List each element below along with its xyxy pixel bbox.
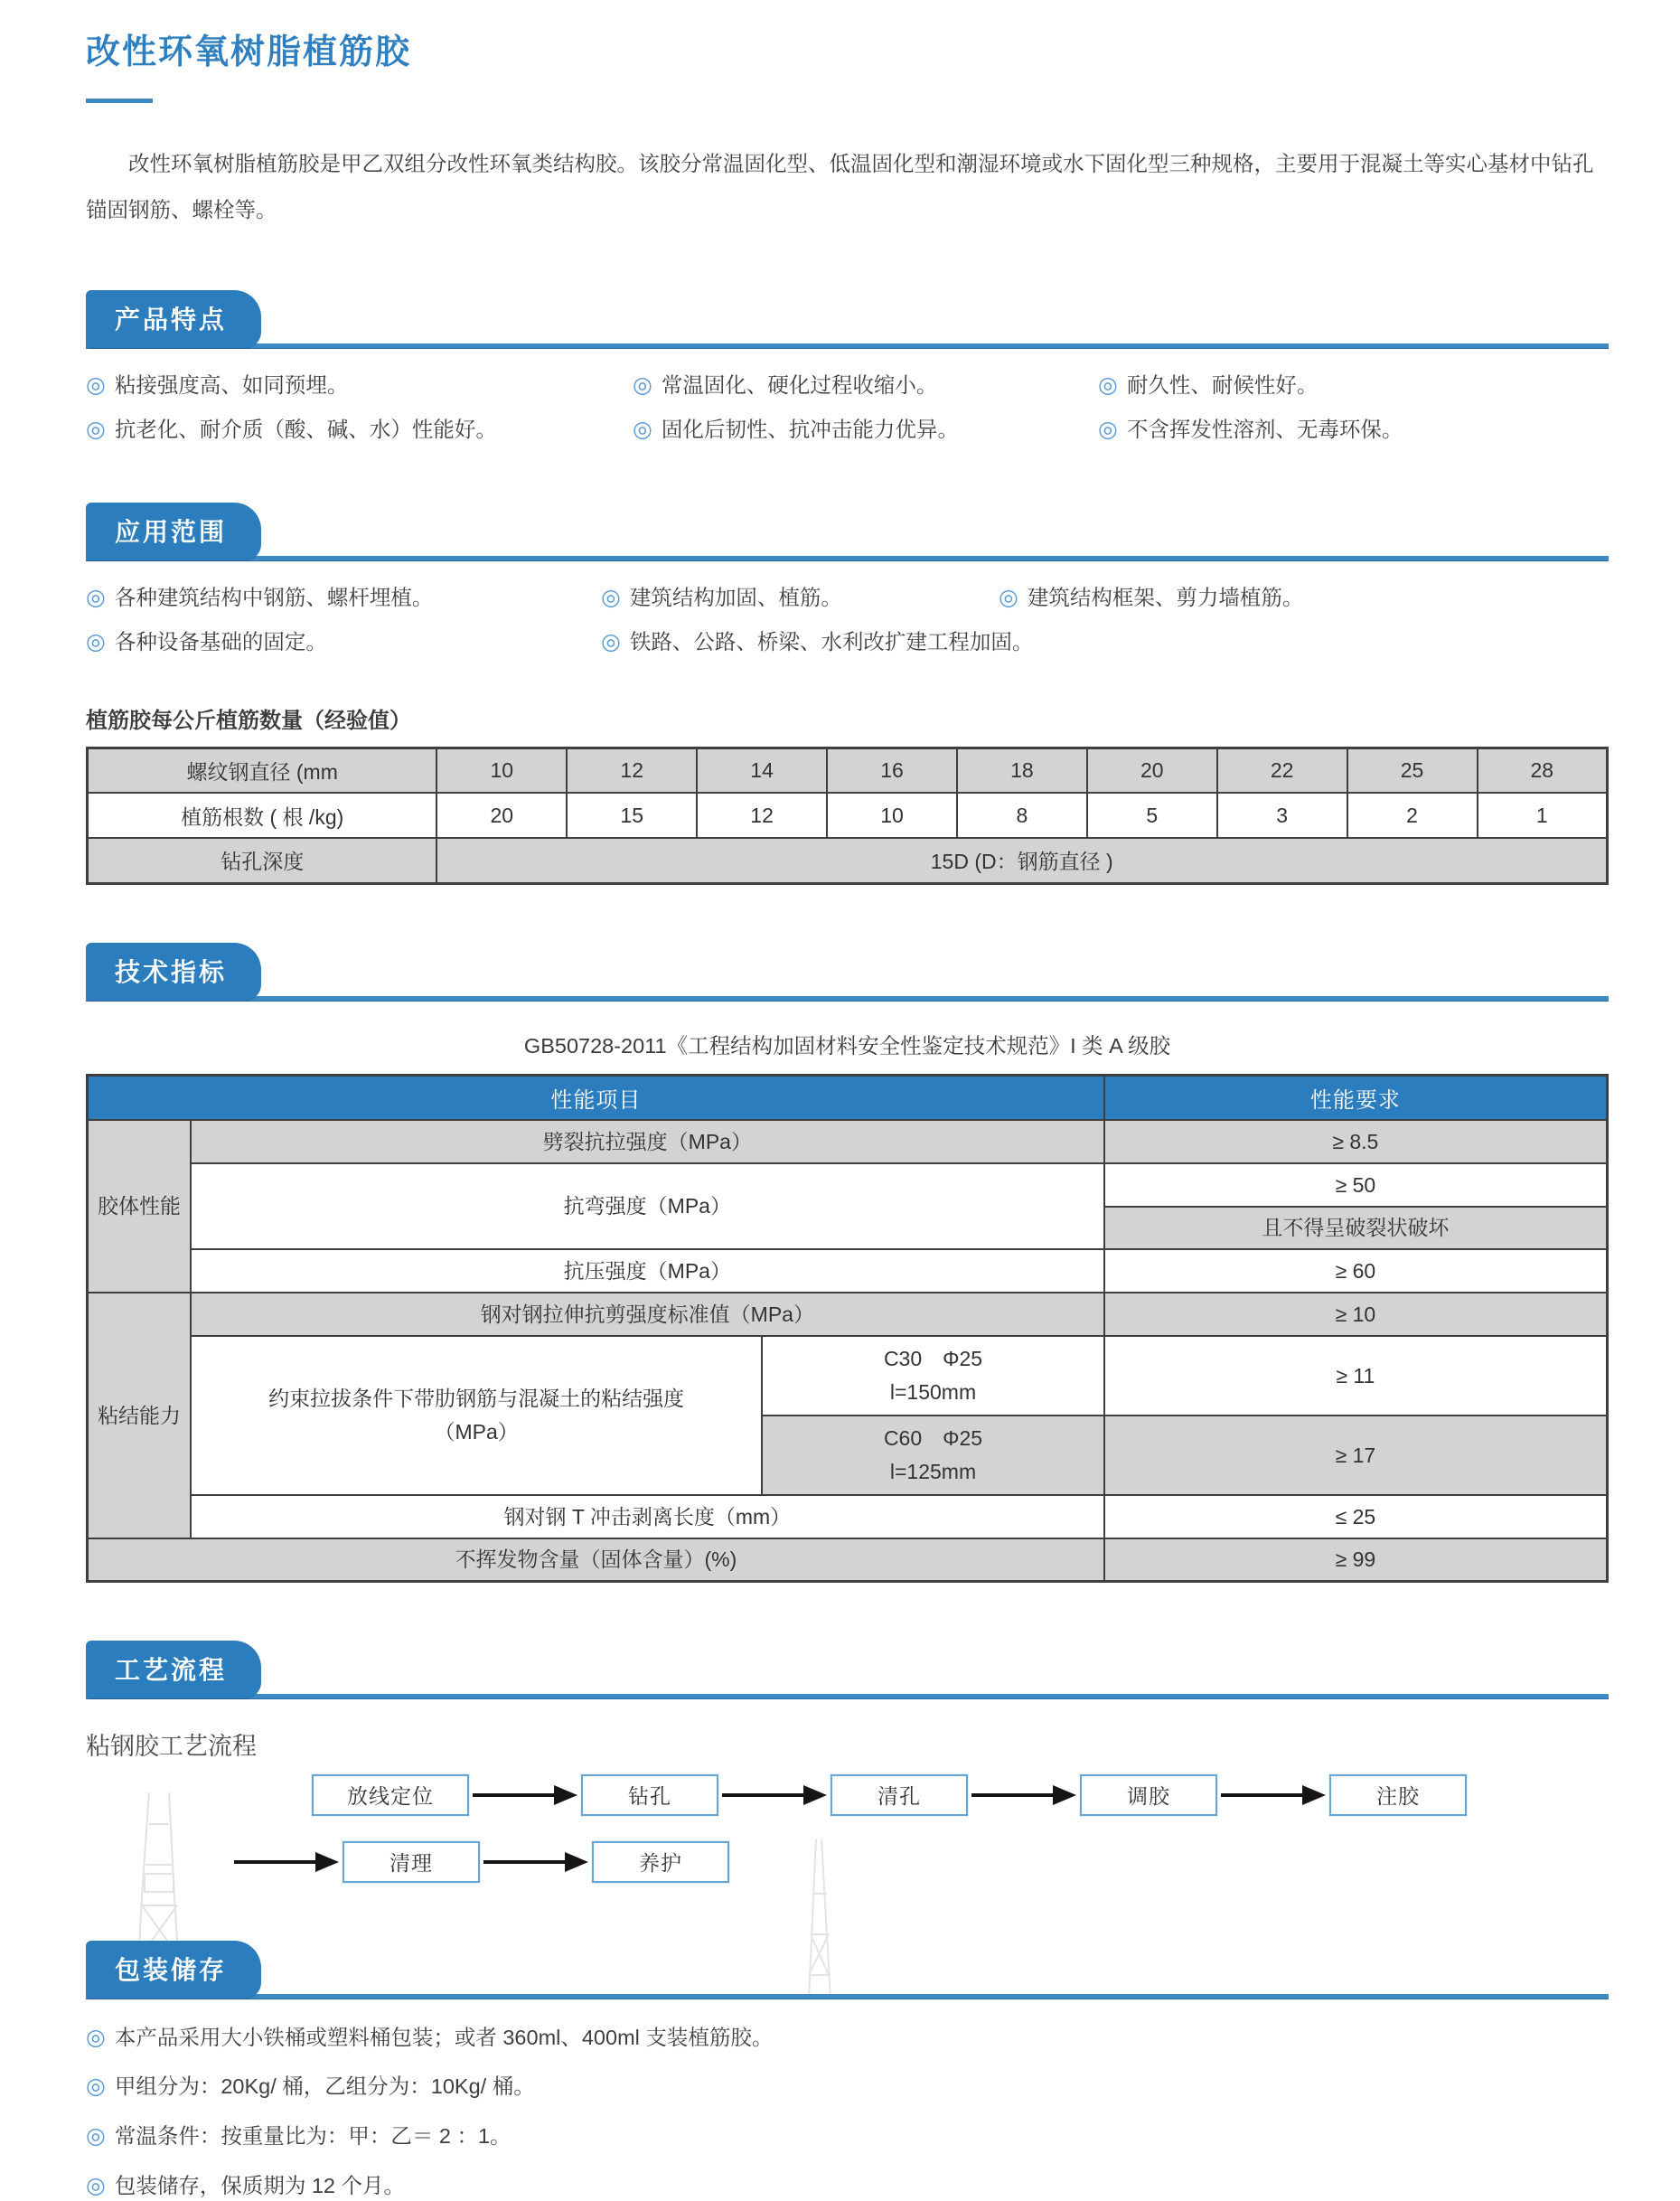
list-item bbox=[86, 583, 601, 613]
property-cell: 劈裂抗拉强度（MPa） bbox=[191, 1120, 1104, 1163]
cell: 22 bbox=[1217, 748, 1347, 793]
flow-step-box: 清孔 bbox=[831, 1774, 968, 1816]
property-cell: 抗压强度（MPa） bbox=[191, 1249, 1104, 1293]
table-header-row bbox=[88, 1075, 1608, 1120]
section-rule bbox=[86, 996, 1609, 1002]
section-header-features bbox=[86, 290, 1609, 349]
list-item bbox=[601, 627, 1033, 657]
requirement-cell: ≥ 10 bbox=[1104, 1293, 1608, 1336]
section-header-tech bbox=[86, 943, 1609, 1002]
flow-arrow-icon bbox=[720, 1783, 829, 1807]
flow-step-box: 调胶 bbox=[1080, 1774, 1217, 1816]
double-circle-bullet-icon: ◎ bbox=[86, 2024, 106, 2050]
feature-text: 不含挥发性溶剂、无毒环保。 bbox=[1126, 417, 1403, 441]
double-circle-bullet-icon: ◎ bbox=[633, 416, 652, 442]
double-circle-bullet-icon: ◎ bbox=[86, 416, 106, 442]
list-item bbox=[86, 2072, 1609, 2102]
rebar-count-table bbox=[86, 747, 1609, 885]
section-header-packaging bbox=[86, 1941, 1609, 1999]
table-row bbox=[88, 793, 1608, 838]
packaging-text: 常温条件：按重量比为：甲：乙＝ 2 ：1。 bbox=[114, 2124, 512, 2149]
cell: 14 bbox=[697, 748, 827, 793]
section-header-process bbox=[86, 1641, 1609, 1699]
process-section-badge: 工艺流程 bbox=[86, 1641, 261, 1698]
packaging-section-badge: 包装储存 bbox=[86, 1941, 261, 1999]
double-circle-bullet-icon: ◎ bbox=[1098, 416, 1118, 442]
flow-arrow-icon bbox=[482, 1850, 590, 1874]
features-row bbox=[86, 415, 1609, 445]
list-item bbox=[1098, 415, 1403, 445]
tech-section-badge: 技术指标 bbox=[86, 943, 261, 1001]
cell: 12 bbox=[697, 793, 827, 838]
application-text: 铁路、公路、桥梁、水利改扩建工程加固。 bbox=[629, 629, 1034, 654]
row-header: 螺纹钢直径 (mm bbox=[88, 748, 437, 793]
flow-step-box: 放线定位 bbox=[312, 1774, 469, 1816]
cell: 20 bbox=[1087, 748, 1217, 793]
condition-text: l=125mm bbox=[889, 1460, 977, 1484]
property-text: （MPa） bbox=[434, 1420, 519, 1444]
requirement-cell: ≥ 8.5 bbox=[1104, 1120, 1608, 1163]
application-text: 各种建筑结构中钢筋、螺杆埋植。 bbox=[114, 585, 434, 609]
process-flow-row-2 bbox=[230, 1841, 1609, 1883]
list-item bbox=[86, 2023, 1609, 2053]
section-header-applications bbox=[86, 503, 1609, 561]
requirement-cell: ≥ 17 bbox=[1104, 1416, 1608, 1495]
requirement-cell: ≥ 60 bbox=[1104, 1249, 1608, 1293]
table-row bbox=[88, 1249, 1608, 1293]
process-flow-row-1 bbox=[312, 1774, 1609, 1816]
flow-step-box: 清理 bbox=[343, 1841, 480, 1883]
flow-arrow-icon bbox=[970, 1783, 1078, 1807]
feature-text: 粘接强度高、如同预埋。 bbox=[114, 373, 349, 398]
applications-row bbox=[86, 583, 1609, 613]
list-item bbox=[86, 2121, 1609, 2151]
packaging-text: 包装储存，保质期为 12 个月。 bbox=[114, 2174, 406, 2198]
cell: 8 bbox=[957, 793, 1087, 838]
flow-arrow-icon bbox=[1219, 1783, 1328, 1807]
requirement-cell: ≥ 99 bbox=[1104, 1538, 1608, 1581]
column-header: 性能项目 bbox=[88, 1075, 1104, 1120]
feature-text: 常温固化、硬化过程收缩小。 bbox=[661, 373, 938, 398]
flow-step-box: 养护 bbox=[592, 1841, 729, 1883]
features-list bbox=[86, 371, 1609, 445]
section-rule bbox=[86, 1694, 1609, 1699]
cell: 12 bbox=[567, 748, 697, 793]
standard-reference: GB50728-2011《工程结构加固材料安全性鉴定技术规范》I 类 A 级胶 bbox=[523, 1033, 1171, 1058]
property-cell: 钢对钢 T 冲击剥离长度（mm） bbox=[191, 1495, 1104, 1538]
double-circle-bullet-icon: ◎ bbox=[86, 2074, 106, 2100]
condition-cell bbox=[762, 1336, 1103, 1416]
title-underline bbox=[86, 99, 153, 103]
cell: 20 bbox=[436, 793, 567, 838]
table-row bbox=[88, 1495, 1608, 1538]
cell: 5 bbox=[1087, 793, 1217, 838]
application-text: 各种设备基础的固定。 bbox=[114, 629, 327, 654]
row-header: 钻孔深度 bbox=[88, 838, 437, 883]
requirement-cell: ≥ 50 bbox=[1104, 1163, 1608, 1207]
cell: 15D (D：钢筋直径 ) bbox=[436, 838, 1607, 883]
double-circle-bullet-icon: ◎ bbox=[601, 584, 621, 610]
list-item bbox=[633, 415, 1098, 445]
process-subtitle: 粘钢胶工艺流程 bbox=[86, 1732, 257, 1760]
flow-arrow-icon bbox=[471, 1783, 579, 1807]
requirement-cell: ≥ 11 bbox=[1104, 1336, 1608, 1416]
list-item bbox=[601, 583, 999, 613]
flow-step-box: 钻孔 bbox=[581, 1774, 718, 1816]
applications-list bbox=[86, 583, 1609, 657]
page-title: 改性环氧树脂植筋胶 bbox=[86, 33, 412, 71]
list-item bbox=[633, 371, 1098, 400]
row-group-label: 粘结能力 bbox=[88, 1293, 191, 1538]
intro-paragraph: 改性环氧树脂植筋胶是甲乙双组分改性环氧类结构胶。该胶分常温固化型、低温固化型和潮湿环境或水下固化型三种规格，主要用于混凝土等实心基材中钻孔锚固钢筋、螺栓等。 bbox=[86, 152, 1594, 221]
table-row bbox=[88, 748, 1608, 793]
flow-step-box: 注胶 bbox=[1329, 1774, 1467, 1816]
table-row bbox=[88, 1336, 1608, 1416]
table-row bbox=[88, 1538, 1608, 1581]
double-circle-bullet-icon: ◎ bbox=[86, 584, 106, 610]
section-rule bbox=[86, 556, 1609, 561]
list-item bbox=[1098, 371, 1318, 400]
packaging-list bbox=[86, 2023, 1609, 2201]
condition-cell bbox=[762, 1416, 1103, 1495]
packaging-text: 本产品采用大小铁桶或塑料桶包装；或者 360ml、400ml 支装植筋胶。 bbox=[114, 2025, 774, 2049]
double-circle-bullet-icon: ◎ bbox=[86, 372, 106, 399]
condition-text: C30 Φ25 bbox=[883, 1347, 983, 1371]
cell: 16 bbox=[827, 748, 957, 793]
double-circle-bullet-icon: ◎ bbox=[601, 628, 621, 654]
cell: 25 bbox=[1347, 748, 1478, 793]
list-item bbox=[86, 627, 601, 657]
feature-text: 耐久性、耐候性好。 bbox=[1126, 373, 1319, 398]
row-header: 植筋根数 ( 根 /kg) bbox=[88, 793, 437, 838]
property-cell bbox=[191, 1336, 762, 1495]
features-row bbox=[86, 371, 1609, 400]
row-group-label: 胶体性能 bbox=[88, 1120, 191, 1293]
applications-section-badge: 应用范围 bbox=[86, 503, 261, 560]
cell: 15 bbox=[567, 793, 697, 838]
rebar-table-title: 植筋胶每公斤植筋数量（经验值） bbox=[86, 708, 411, 733]
application-text: 建筑结构框架、剪力墙植筋。 bbox=[1027, 585, 1304, 609]
table-row bbox=[88, 1163, 1608, 1207]
cell: 3 bbox=[1217, 793, 1347, 838]
list-item bbox=[86, 415, 633, 445]
double-circle-bullet-icon: ◎ bbox=[86, 628, 106, 654]
property-cell: 不挥发物含量（固体含量）(%) bbox=[88, 1538, 1104, 1581]
cell: 28 bbox=[1478, 748, 1608, 793]
requirement-cell: 且不得呈破裂状破坏 bbox=[1104, 1207, 1608, 1249]
cell: 10 bbox=[827, 793, 957, 838]
cell: 2 bbox=[1347, 793, 1478, 838]
condition-text: C60 Φ25 bbox=[883, 1426, 983, 1451]
section-rule bbox=[86, 343, 1609, 349]
double-circle-bullet-icon: ◎ bbox=[1098, 372, 1118, 399]
list-item bbox=[86, 371, 633, 400]
cell: 18 bbox=[957, 748, 1087, 793]
double-circle-bullet-icon: ◎ bbox=[999, 584, 1018, 610]
property-text: 约束拉拔条件下带肋钢筋与混凝土的粘结强度 bbox=[268, 1387, 685, 1411]
list-item bbox=[999, 583, 1303, 613]
table-row bbox=[88, 1293, 1608, 1336]
double-circle-bullet-icon: ◎ bbox=[86, 2173, 106, 2199]
feature-text: 固化后韧性、抗冲击能力优异。 bbox=[661, 417, 959, 441]
feature-text: 抗老化、耐介质（酸、碱、水）性能好。 bbox=[114, 417, 497, 441]
double-circle-bullet-icon: ◎ bbox=[86, 2123, 106, 2149]
table-row bbox=[88, 838, 1608, 883]
packaging-text: 甲组分为：20Kg/ 桶，乙组分为：10Kg/ 桶。 bbox=[114, 2074, 535, 2099]
column-header: 性能要求 bbox=[1104, 1075, 1608, 1120]
double-circle-bullet-icon: ◎ bbox=[633, 372, 652, 399]
property-cell: 抗弯强度（MPa） bbox=[191, 1163, 1104, 1249]
table-row bbox=[88, 1120, 1608, 1163]
features-section-badge: 产品特点 bbox=[86, 290, 261, 348]
list-item bbox=[86, 2171, 1609, 2201]
application-text: 建筑结构加固、植筋。 bbox=[629, 585, 842, 609]
condition-text: l=150mm bbox=[889, 1380, 977, 1405]
applications-row bbox=[86, 627, 1609, 657]
property-cell: 钢对钢拉伸抗剪强度标准值（MPa） bbox=[191, 1293, 1104, 1336]
tech-spec-table bbox=[86, 1074, 1609, 1583]
requirement-cell: ≤ 25 bbox=[1104, 1495, 1608, 1538]
cell: 10 bbox=[436, 748, 567, 793]
flow-arrow-icon bbox=[232, 1850, 341, 1874]
cell: 1 bbox=[1478, 793, 1608, 838]
